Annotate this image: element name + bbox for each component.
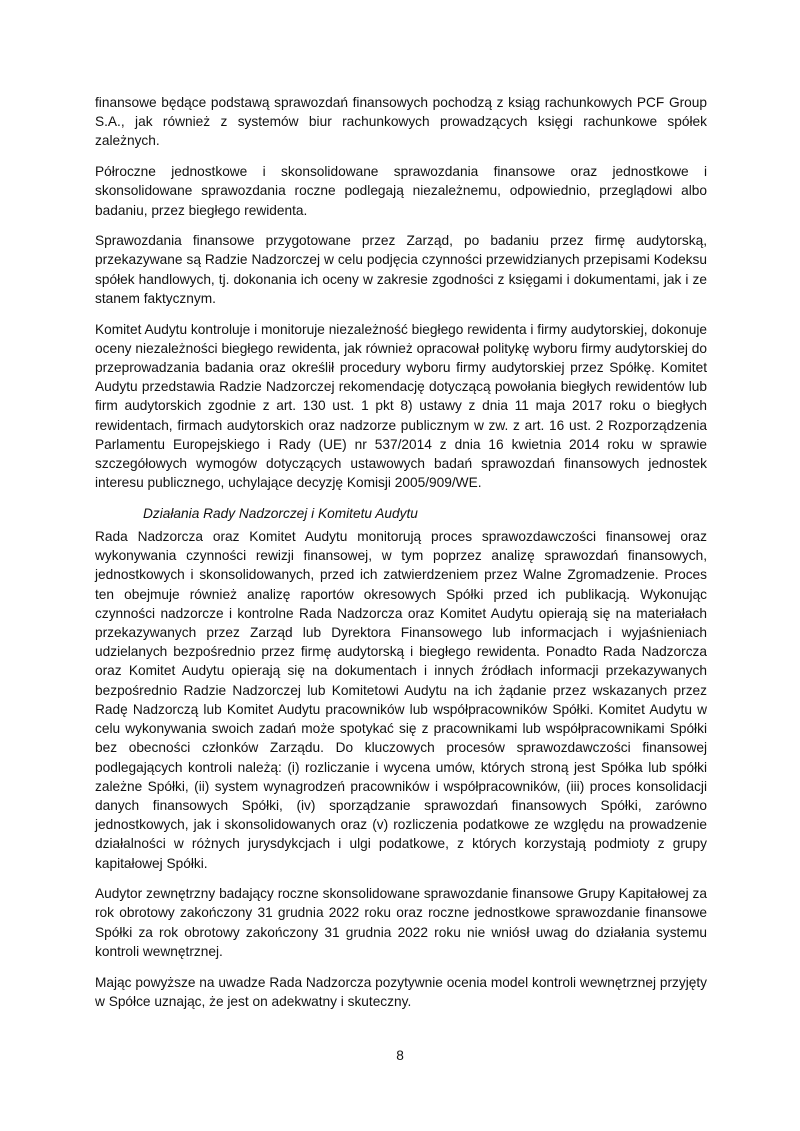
- paragraph-board-review: Sprawozdania finansowe przygotowane przez Zarząd, po badaniu przez firmę audytorską, przekazywane są Radzie Nadzorczej w celu podjęcia czynności przewidzianych przepisami Kodeksu spółek handlowych, tj. dokonania ich oceny w zakresie zgodności z księgami i dokumentami, jak i ze stanem faktycznym.: [95, 233, 707, 306]
- section-heading: Działania Rady Nadzorczej i Komitetu Audytu: [143, 505, 418, 521]
- paragraph-audit-committee: Komitet Audytu kontroluje i monitoruje niezależność biegłego rewidenta i firmy audytorskiej, dokonuje oceny niezależności biegłego rewidenta, jak również opracował politykę wyboru firmy audytorskiej do przeprowadzania badania oraz określił procedury wyboru firmy audytorskiej przez Spółkę. Komitet Audytu przedstawia Radzie Nadzorczej rekomendację dotyczącą powołania biegłych rewidentów lub firm audytorskich zgodnie z art. 130 ust. 1 pkt 8) ustawy z dnia 11 maja 2017 roku o biegłych rewidentach, firmach audytorskich oraz nadzorze publicznym w zw. z art. 16 ust. 2 Rozporządzenia Parlamentu Europejskiego i Rady (UE) nr 537/2014 z dnia 16 kwietnia 2014 roku w sprawie szczegółowych wymogów dotyczących ustawowych badań sprawozdań finansowych jednostek interesu publicznego, uchylające decyzję Komisji 2005/909/WE.: [95, 321, 707, 491]
- page-number: 8: [396, 1048, 404, 1063]
- document-page: [95, 93, 707, 1022]
- paragraph-financial-books: finansowe będące podstawą sprawozdań finansowych pochodzą z ksiąg rachunkowych PCF Group S.A., jak również z systemów biur rachunkowych prowadzących księgi rachunkowe spółek zależnych.: [95, 95, 707, 149]
- paragraph-semiannual-reports: Półroczne jednostkowe i skonsolidowane sprawozdania finansowe oraz jednostkowe i skonsolidowane sprawozdania roczne podlegają niezależnemu, odpowiednio, przeglądowi albo badaniu, przez biegłego rewidenta.: [95, 164, 707, 218]
- paragraph-conclusion: Mając powyższe na uwadze Rada Nadzorcza pozytywnie ocenia model kontroli wewnętrznej przyjęty w Spółce uznając, że jest on adekwatny i skuteczny.: [95, 974, 707, 1009]
- paragraph-monitoring-process: Rada Nadzorcza oraz Komitet Audytu monitorują proces sprawozdawczości finansowej oraz wykonywania czynności rewizji finansowej, w tym poprzez analizę sprawozdań finansowych, jednostkowych i skonsolidowanych, przed ich zatwierdzeniem przez Walne Zgromadzenie. Proces ten obejmuje również analizę raportów okresowych Spółki przed ich publikacją. Wykonując czynności nadzorcze i kontrolne Rada Nadzorcza oraz Komitet Audytu opierają się na materiałach przekazywanych przez Zarząd lub Dyrektora Finansowego lub informacjach i wyjaśnieniach udzielanych bezpośrednio przez firmę audytorską i biegłego rewidenta. Ponadto Rada Nadzorcza oraz Komitet Audytu opierają się na dokumentach i innych źródłach informacji przekazywanych bezpośrednio Radzie Nadzorczej lub Komitetowi Audytu na ich żądanie przez wskazanych przez Radę Nadzorczą lub Komitet Audytu pracowników lub współpracowników Spółki. Komitet Audytu w celu wykonywania swoich zadań może spotykać się z pracownikami lub współpracownikami Spółki bez obecności członków Zarządu. Do kluczowych procesów sprawozdawczości finansowej podlegających kontroli należą: (i) rozliczanie i wycena umów, których stroną jest Spółka lub spółki zależne Spółki, (ii) system wynagrodzeń pracowników i współpracowników, (iii) proces konsolidacji danych finansowych Spółki, (iv) sporządzanie sprawozdań finansowych Spółki, zarówno jednostkowych, jak i skonsolidowanych oraz (v) rozliczenia podatkowe ze względu na prowadzenie działalności w różnych jurysdykcjach i ulgi podatkowe, z których korzystają podmioty z grupy kapitałowej Spółki.: [95, 529, 707, 871]
- paragraph-external-auditor: Audytor zewnętrzny badający roczne skonsolidowane sprawozdanie finansowe Grupy Kapitałowej za rok obrotowy zakończony 31 grudnia 2022 roku oraz roczne jednostkowe sprawozdanie finansowe Spółki za rok obrotowy zakończony 31 grudnia 2022 roku nie wniósł uwag do działania systemu kontroli wewnętrznej.: [95, 886, 707, 959]
